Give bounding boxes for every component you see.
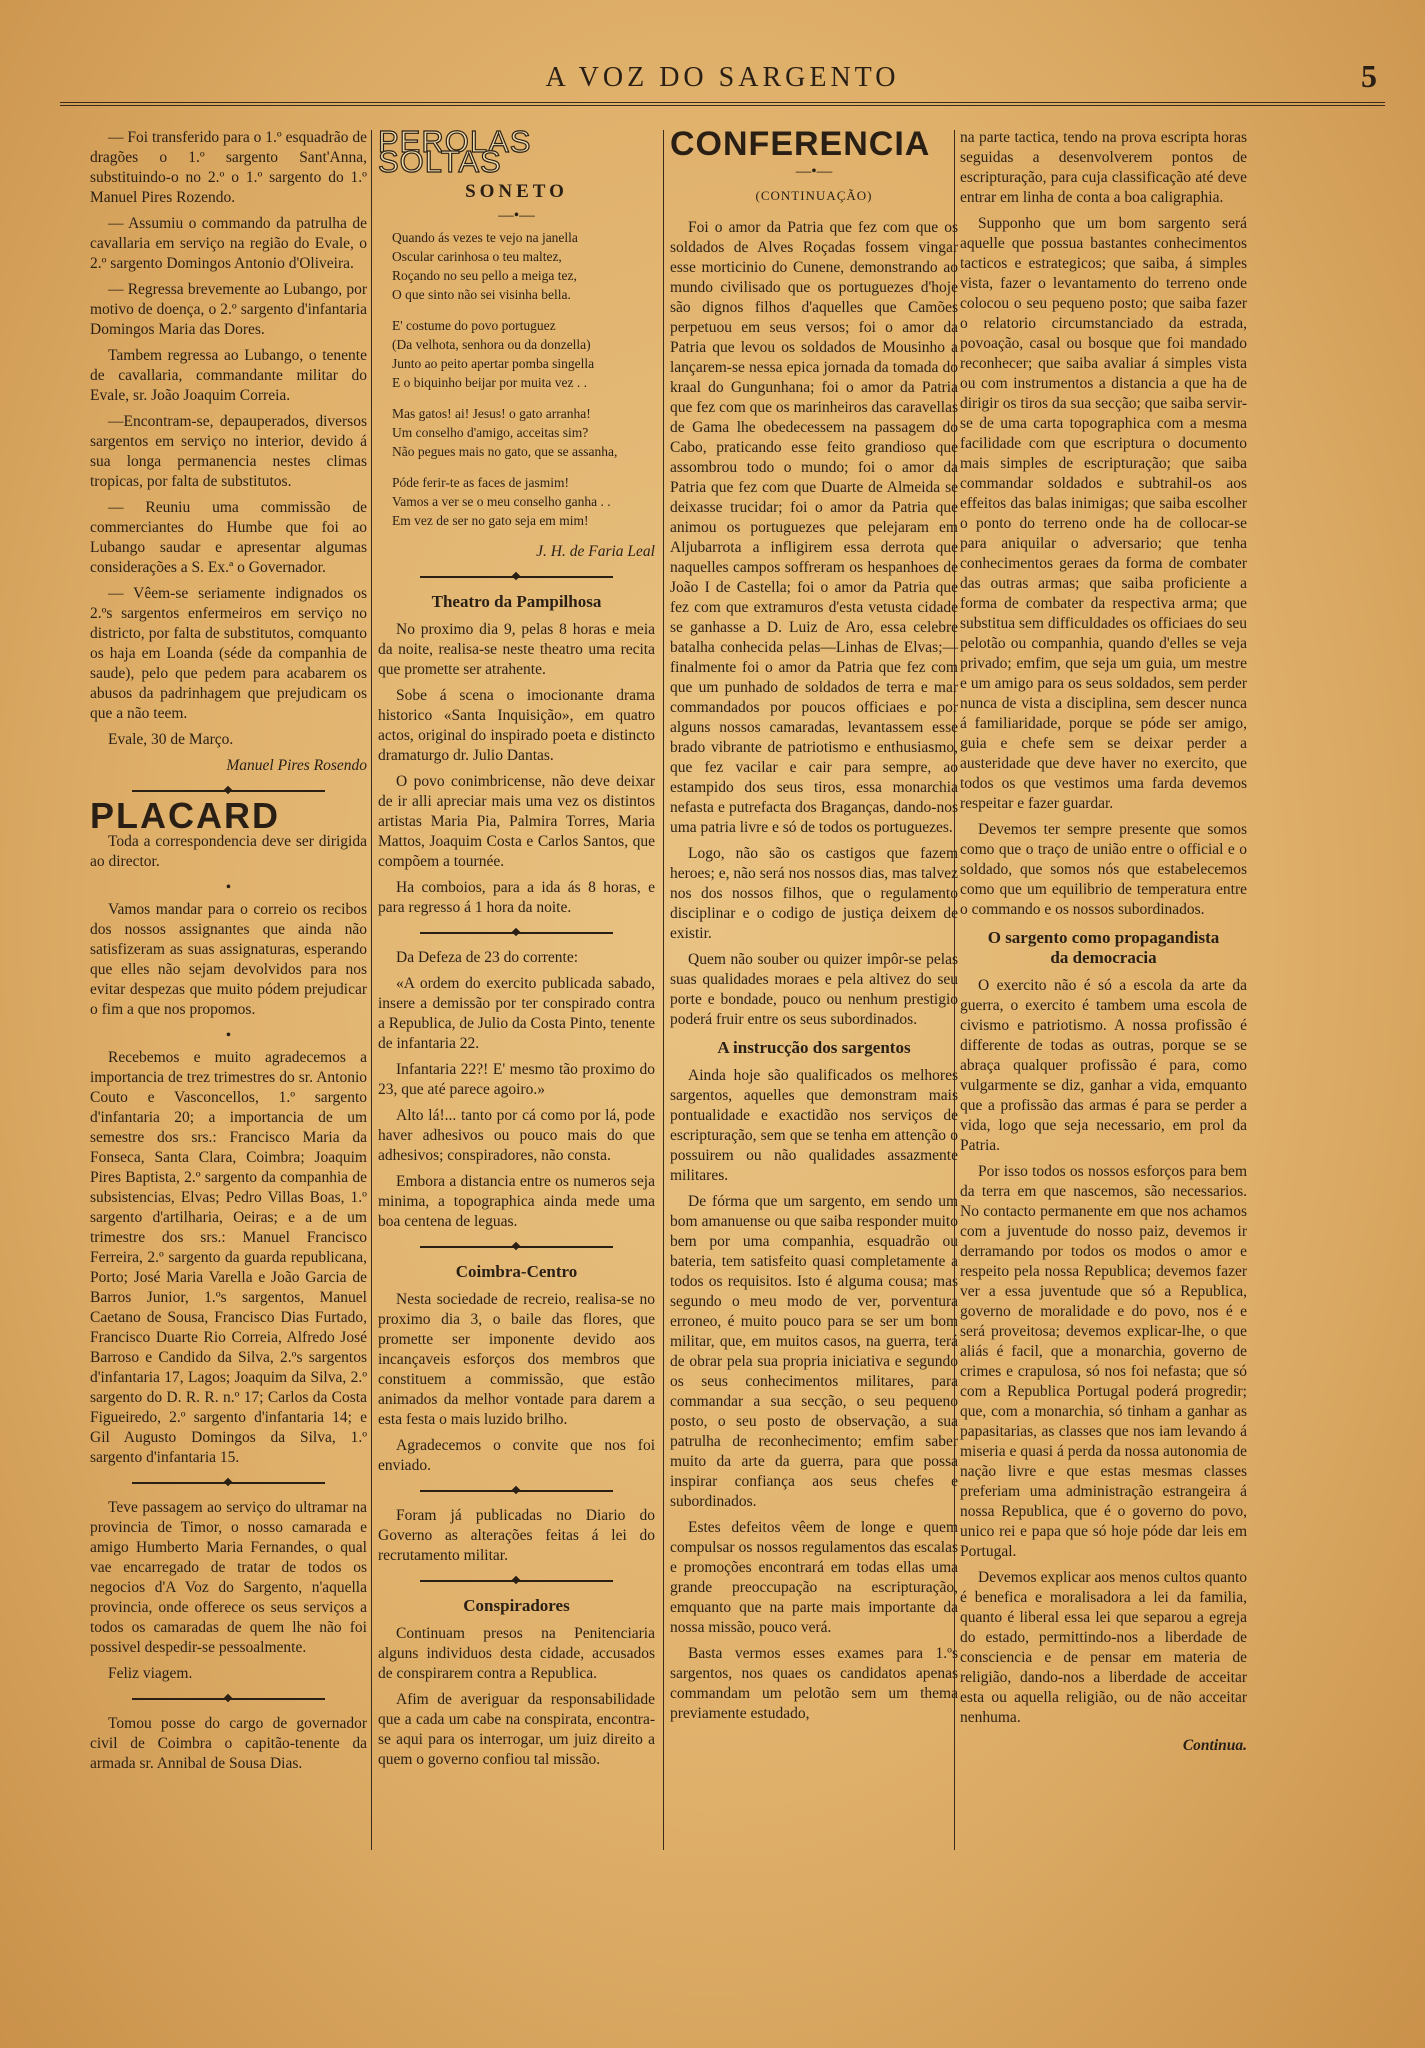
article-paragraph: Quem não souber ou quizer impôr-se pelas suas qualidades moraes e pela altivez do seu porte e bondade, pouco ou nenhum prestigio poderá fruir entre os seus subordinados.	[670, 951, 958, 1028]
news-item: — Reuniu uma commissão de commerciantes do Humbe que foi ao Lubango saudar e apresentar algumas considerações a S. Ex.ª o Governador.	[90, 499, 367, 576]
article-paragraph: Estes defeitos vêem de longe e quem compulsar os nossos regulamentos das escalas e promoções encontrará em todas ellas uma grande preoccupação na escripturação, emquanto que na parte mais importante da nossa missão, pouco verá.	[670, 1519, 958, 1636]
article-paragraph: Sobe á scena o imocionante drama historico «Santa Inquisição», em quatro actos, original do inspirado poeta e distincto dramaturgo dr. Julio Dantas.	[378, 687, 655, 764]
article-paragraph: «A ordem do exercito publicada sabado, insere a demissão por ter conspirado contra a Republica, de Julio da Costa Pinto, tenente de infantaria 22.	[378, 975, 655, 1052]
poem-stanza	[392, 473, 655, 530]
section-rule	[132, 790, 326, 792]
article-paragraph: O exercito não é só a escola da arte da guerra, o exercito é tambem uma escola de civismo e patriotismo. A nossa profissão é differente de todas as outras, porque se se abraça qualquer profissão é para, como vulgarmente se diz, ganhar a vida, emquanto que a profissão das armas é para se perder a vida, logo que seja necessario, em prol da Patria.	[960, 977, 1247, 1154]
section-rule	[420, 932, 614, 934]
teatro-heading: Theatro da Pampilhosa	[431, 592, 602, 611]
news-item: Tambem regressa ao Lubango, o tenente de cavallaria, commandante militar do Evale, sr. João Joaquim Correia.	[90, 347, 367, 404]
column-2	[378, 124, 655, 1776]
masthead-title: A VOZ DO SARGENTO	[545, 62, 900, 93]
section-rule	[420, 1246, 614, 1248]
section-rule	[132, 1698, 326, 1700]
poem-line: Junto ao peito apertar pomba singella	[392, 356, 595, 371]
section-rule	[420, 1580, 614, 1582]
article-paragraph: Infantaria 22?! E' mesmo tão proximo do 23, que até parece agoiro.»	[378, 1061, 655, 1098]
dateline: Evale, 30 de Março.	[108, 731, 234, 748]
article-paragraph: Alto lá!... tanto por cá como por lá, pode haver adhesivos ou pouco mais do que adhesivos; conspiradores, não consta.	[378, 1107, 655, 1164]
news-item: — Vêem-se seriamente indignados os 2.ºs sargentos enfermeiros em serviço no districto, por falta de substitutos, comquanto os haja em Loanda (séde da companhia de saude), pelo que pedem para acabarem os abusos da padrinhagem que prejudicam os que a não teem.	[90, 585, 367, 722]
article-paragraph: Basta vermos esses exames para 1.ºs sargentos, nos quaes os candidatos apenas commandam um pelotão sem um thema previamente estudado,	[670, 1645, 958, 1722]
placard-paragraph: Teve passagem ao serviço do ultramar na provincia de Timor, o nosso camarada e amigo Humberto Maria Fernandes, o qual vae encarregado de tratar de todos os negocios d'A Voz do Sargento, n'aquella provincia, onde offerece os seus serviços a todos os camaradas de quem lhe não foi possivel despedir-se pessoalmente.	[90, 1499, 367, 1656]
article-paragraph: Da Defeza de 23 do corrente:	[396, 949, 579, 966]
column-3	[670, 125, 958, 1730]
article-paragraph: Afim de averiguar da responsabilidade que a cada um cabe na conspirata, encontra-se aqui para os interrogar, um juiz direito a quem o governo confiou tal missão.	[378, 1691, 655, 1768]
article-paragraph: Ainda hoje são qualificados os melhores sargentos, aquelles que demonstram mais pontualidade e exactidão nos serviços de escripturação, sem que se tenha em attenção o possuirem ou não qualidades assazmente militares.	[670, 1067, 958, 1184]
article-paragraph: Agradecemos o convite que nos foi enviado.	[378, 1437, 655, 1474]
article-paragraph: Ha comboios, para a ida ás 8 horas, e para regresso á 1 hora da noite.	[378, 879, 655, 916]
separator-star: •	[225, 879, 232, 896]
section-rule	[420, 1490, 614, 1492]
perolas-soltas-heading: PEROLAS SOLTAS	[378, 124, 532, 179]
poem-line: Não pegues mais no gato, que se assanha,	[392, 444, 618, 459]
placard-paragraph: Feliz viagem.	[108, 1665, 193, 1682]
placard-heading: PLACARD	[90, 795, 280, 836]
column-4	[960, 128, 1247, 1756]
separator-star: •	[225, 1027, 232, 1044]
article-paragraph: De fórma que um sargento, em sendo um bom amanuense ou que saiba responder muito bem por uma companhia, esquadrão ou bateria, tem satisfeito quasi completamente a todos os requisitos. Isto é alguma cousa; mas segundo o meu modo de ver, porventura erroneo, é muito pouco para se ser um bom militar, que, em muitos casos, na guerra, terá de obrar pela sua propria iniciativa e segundo os seus conhecimentos militares, para commandar a sua secção, o seu pequeno posto, o seu posto de observação, a sua patrulha de reconhecimento; emfim saber muito da arte da guerra, para que possa inspirar confiança aos seus chefes e subordinados.	[670, 1193, 958, 1510]
page-header	[60, 58, 1385, 106]
placard-paragraph: Toda a correspondencia deve ser dirigida ao director.	[90, 833, 367, 870]
poem-line: Roçando no seu pello a meiga tez,	[392, 268, 577, 283]
poem-line: Vamos a ver se o meu conselho ganha . .	[392, 494, 611, 509]
column-divider	[663, 130, 664, 1850]
article-paragraph: Supponho que um bom sargento será aquelle que possua bastantes conhecimentos tacticos e estrategicos; que saiba, á simples vista, fazer o levantamento do terreno onde colocou o seu pequeno posto; que saiba fazer o relatorio circumstanciado da estrada, povoação, casal ou bosque que foi mandado reconhecer; que saiba avaliar á simples vista ou com instrumentos a distancia a que ha de dirigir os tiros da sua secção; que saiba servir-se de uma carta topographica com a mesma facilidade com que escriptura o documento mais simples de escripturação; que saiba commandar soldados e subtrahil-os aos effeitos das balas inimigas; que saiba escolher o ponto do terreno onde ha de collocar-se para aniquilar o adversario; que tenha conhecimentos geraes da forma de combater das outras armas; que saiba proficiente a forma de combater da respectiva arma; que substitua sem difficuldades os officiaes do seu pelotão ou companhia, quando d'elles se veja privado; emfim, que seja um guia, um mestre e um amigo para os seus soldados, sem perder nunca de vista a disciplina, sem descer nunca á familiaridade, porque se póde ser amigo, guia e chefe sem se deixar perder a austeridade que deve haver no exercito, que todos os que vestimos uma farda devemos respeitar e fazer guardar.	[960, 215, 1247, 812]
continua-label: Continua.	[1182, 1737, 1247, 1754]
poem-line: Mas gatos! ai! Jesus! o gato arranha!	[392, 406, 591, 421]
article-paragraph: Foi o amor da Patria que fez com que os soldados de Alves Roçadas fossem vingar esse morticinio do Cunene, demonstrando ao mundo civilisado que os portuguezes d'hoje são dignos filhos d'aquelles que Camões perpetuou em seus versos; foi o amor da Patria que levou os soldados de Mousinho a lançarem-se nessa epica jornada da tomada do kraal do Gungunhana; foi o amor da Patria que fez com que os marinheiros das caravellas de Gama lhe obedecessem na passagem do Cabo, praticando esse feito grandioso que assombrou todo o mundo; foi o amor da Patria que fez com que Duarte de Almeida se deixasse trucidar; foi o amor da Patria que animou os portuguezes que pelejaram em Aljubarrota a infligirem essa derrota que naquelles campos soffreram os hespanhoes de João I de Castella; foi o amor da Patria que fez com que extramuros d'esta vetusta cidade se ganhasse a D. Luiz de Aro, essa celebre batalha conhecida pelas—Linhas de Elvas;—finalmente foi o amor da Patria que fez com que um punhado de soldados de terra e mar commandados por poucos officiaes e por alguns nossos camaradas, levantassem esse brado vibrante de patriotismo e enthusiasmo, que fez vacilar e cair para sempre, ao estampido dos seus tiros, essa monarchia nefasta e putrefacta dos Braganças, dando-nos uma patria livre e só de todos os portuguezes.	[670, 219, 958, 836]
propagandista-heading: O sargento como propagandista	[987, 928, 1220, 947]
poem-line: Em vez de ser no gato seja em mim!	[392, 513, 589, 528]
news-item: — Assumiu o commando da patrulha de cavallaria em serviço na região do Evale, o 2.º sargento Domingos Antonio d'Oliveira.	[90, 215, 367, 272]
poem-line: (Da velhota, senhora ou da donzella)	[392, 337, 591, 352]
article-paragraph: Por isso todos os nossos esforços para bem da terra em que nascemos, são necessarios. No contacto permanente em que nos achamos com a juventude do nosso paiz, devemos ir derramando por todos os modos o amor e respeito pela nossa Republica; devemos fazer ver a essa juventude que só a Republica, governo de moralidade e do povo, nos é e será proveitosa; devemos explicar-lhe, o que aliás é facil, que a monarchia, governo de crimes e crapulosa, só nos foi nefasta; que só com a Republica Portugal poderá progredir; que, com a monarchia, só tinham a ganhar as papasitarias, as classes que nos iam levando á miseria e quasi á perda da nossa autonomia de nação livre e que estas mesmas classes preferiam uma administração estrangeira á nossa Republica, que é o governo do povo, unico rei e papa que só hoje póde dar leis em Portugal.	[960, 1163, 1247, 1560]
article-paragraph: Logo, não são os castigos que fazem heroes; e, não será nos nossos dias, mas talvez nos dos nossos filhos, que o regulamento disciplinar e o codigo de justiça deixem de existir.	[670, 845, 958, 942]
poem-line: Um conselho d'amigo, acceitas sim?	[392, 425, 589, 440]
article-paragraph: Continuam presos na Penitenciaria alguns individuos desta cidade, accusados de conspirarem contra a Republica.	[378, 1625, 655, 1682]
article-paragraph: Nesta sociedade de recreio, realisa-se no proximo dia 3, o baile das flores, que promette ser imponente devido aos incançaveis esforços dos membros que constituem a commissão, que estão animados da melhor vontade para darem a esta festa o mais luzido brilho.	[378, 1291, 655, 1428]
signature: Manuel Pires Rosendo	[226, 757, 367, 774]
news-item: —Encontram-se, depauperados, diversos sargentos em serviço no interior, devido á sua longa permanencia nestes climas tropicas, por falta de substitutos.	[90, 413, 367, 490]
continuacao-label: (CONTINUAÇÃO)	[755, 188, 873, 203]
article-paragraph: Devemos ter sempre presente que somos como que o traço de união entre o official e o soldado, que somos nós que estabelecemos como que um equilibrio de temperatura entre o commando e os nossos subordinados.	[960, 821, 1247, 918]
soneto-heading: SONETO	[465, 181, 568, 202]
column-1	[90, 128, 367, 1780]
placard-paragraph: Recebemos e muito agradecemos a importancia de trez trimestres do sr. Antonio Couto e Vasconcellos, 1.º sargento d'infantaria 20; a importancia de um semestre dos srs.: Francisco Maria da Fonseca, Santa Clara, Coimbra; Joaquim Pires Baptista, 2.º sargento da companhia de subsistencias, Elvas; Pedro Villas Boas, 1.º sargento d'artilharia, Oeiras; e a de um trimestre dos srs.: Manuel Francisco Ferreira, 2.º sargento da guarda republicana, Porto; José Maria Varella e João Garcia de Barros Junior, 1.ºs sargentos, Manuel Caetano de Sousa, Francisco Dias Furtado, Francisco Duarte Rio Correia, Alfredo José Barroso e Candido da Silva, 2.ºs sargentos d'infantaria 17, Lagos; Joaquim da Silva, 2.º sargento do D. R. R. n.º 17; Carlos da Costa Figueiredo, 2.º sargento d'infantaria 14; e Gil Augusto Domingos da Silva, 1.º sargento d'infantaria 15.	[90, 1049, 367, 1466]
news-item: — Foi transferido para o 1.º esquadrão de dragões o 1.º sargento Sant'Anna, substituindo-o no 2.º o 1.º sargento do 1.º Manuel Pires Rozendo.	[90, 129, 367, 206]
article-paragraph: Devemos explicar aos menos cultos quanto é benefica e moralisadora a lei da familia, quanto é liberal essa lei que separou a egreja do estado, permittindo-nos a liberdade de consciencia e de pensar em materia de religião, dando-nos a liberdade de acceitar esta ou aquella religião, ou de não acceitar nenhuma.	[960, 1569, 1247, 1726]
conspiradores-heading: Conspiradores	[463, 1596, 570, 1615]
poem-stanza	[392, 404, 655, 461]
poem-stanza	[392, 228, 655, 304]
poem-author: J. H. de Faria Leal	[536, 543, 655, 560]
article-paragraph: No proximo dia 9, pelas 8 horas e meia da noite, realisa-se neste theatro uma recita que promette ser atrahente.	[378, 621, 655, 678]
column-divider	[371, 130, 372, 1850]
section-rule	[132, 1482, 326, 1484]
separator-star: —•—	[498, 207, 535, 224]
instrucao-heading: A instrucção dos sargentos	[717, 1038, 911, 1057]
article-paragraph: na parte tactica, tendo na prova escripta horas seguidas a desenvolverem pontos de escripturação, para cuja classificação até deve entrar em linha de conta a boa caligraphia.	[960, 129, 1247, 206]
news-item: — Regressa brevemente ao Lubango, por motivo de doença, o 2.º sargento d'infantaria Domingos Maria das Dores.	[90, 281, 367, 338]
poem-stanza	[392, 316, 655, 392]
poem-line: O que sinto não sei visinha bella.	[392, 287, 571, 302]
page-number: 5	[1361, 58, 1377, 94]
poem-line: Póde ferir-te as faces de jasmim!	[392, 475, 570, 490]
article-paragraph: Foram já publicadas no Diario do Governo as alterações feitas á lei do recrutamento militar.	[378, 1507, 655, 1564]
poem-line: Oscular carinhosa o teu maltez,	[392, 249, 562, 264]
placard-paragraph: Vamos mandar para o correio os recibos dos nossos assignantes que ainda não satisfizeram as suas assignaturas, esperando que elles não sejam devolvidos para nos evitar despezas que muito pódem prejudicar o fim a que nos propomos.	[90, 901, 367, 1018]
poem-line: E' costume do povo portuguez	[392, 318, 556, 333]
section-rule	[420, 576, 614, 578]
conferencia-heading: CONFERENCIA	[670, 125, 931, 163]
poem-line: E o biquinho beijar por muita vez . .	[392, 375, 587, 390]
placard-paragraph: Tomou posse do cargo de governador civil de Coimbra o capitão-tenente da armada sr. Annibal de Sousa Dias.	[90, 1715, 367, 1772]
article-paragraph: O povo conimbricense, não deve deixar de ir alli apreciar mais uma vez os distintos artistas Maria Pia, Palmira Torres, Maria Mattos, Joaquim Costa e Carlos Santos, que compõem a tournée.	[378, 773, 655, 870]
democracia-heading: da democracia	[1050, 948, 1157, 967]
separator-star: —•—	[795, 163, 833, 180]
coimbra-centro-heading: Coimbra-Centro	[455, 1262, 578, 1281]
poem-line: Quando ás vezes te vejo na janella	[392, 230, 578, 245]
article-paragraph: Embora a distancia entre os numeros seja minima, a topographica ainda mede uma boa centena de leguas.	[378, 1173, 655, 1230]
